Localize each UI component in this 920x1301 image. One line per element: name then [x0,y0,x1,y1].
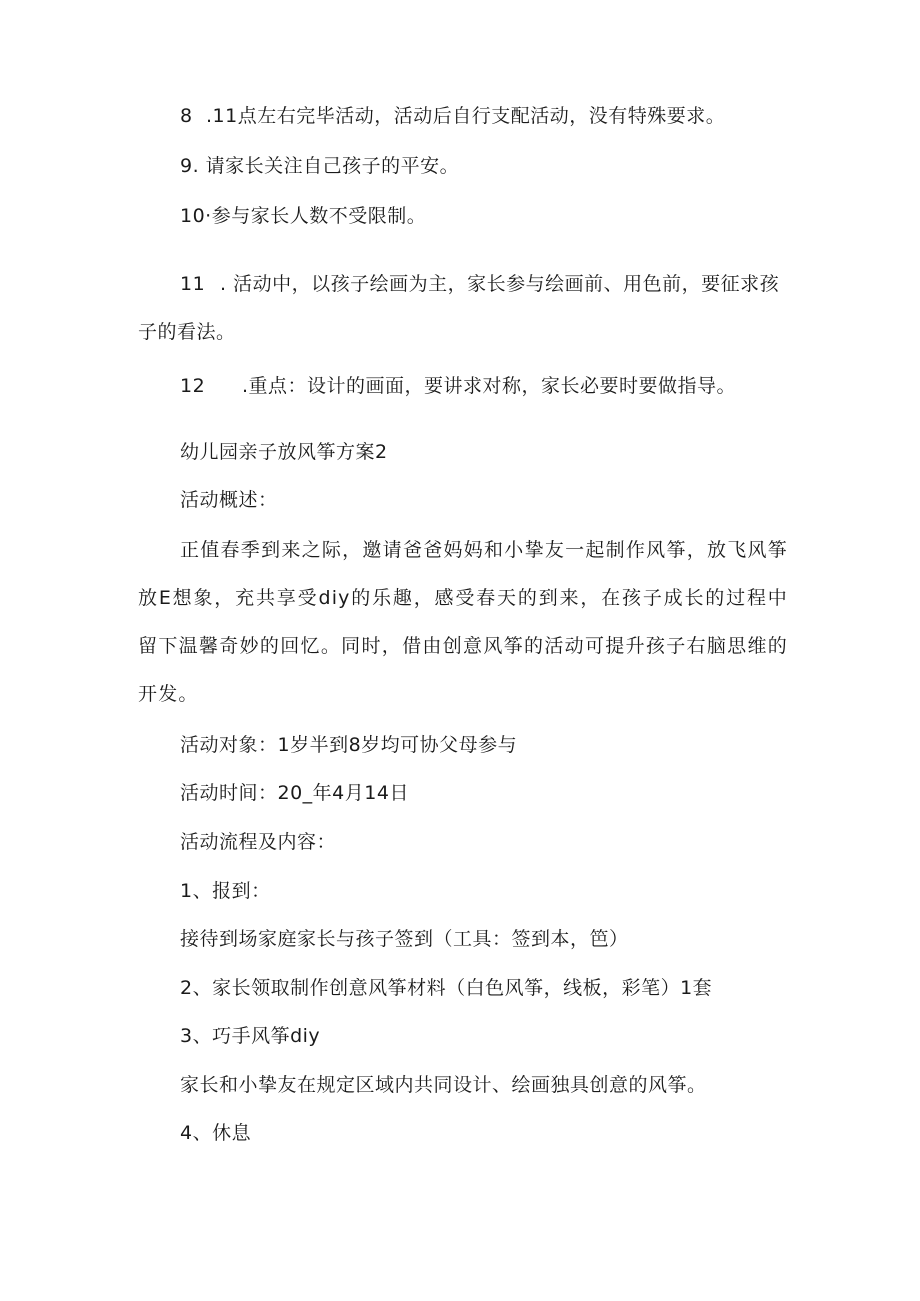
item-10: 10·参与家长人数不受限制。 [180,205,427,227]
step-3-detail: 家长和小挚友在规定区域内共同设计、绘画独具创意的风筝。 [180,1074,707,1096]
step-1-detail: 接待到场家庭家长与孩子签到（工具：签到本，笆） [180,928,629,950]
item-11 [180,272,779,296]
step-3-title: 3、巧手风筝diy [180,1025,321,1047]
step-1-title: 1、报到： [180,880,271,902]
step-4-title: 4、休息 [180,1122,252,1144]
item-9: 9. 请家长关注自己孩子的平安。 [180,155,460,177]
activity-time: 活动时间：20_年4月14日 [180,782,409,804]
item-11-text: . 活动中，以孩子绘画为主，家长参与绘画前、用色前，要征求孩 [220,273,780,295]
item-12-text: .重点：设计的画面，要讲求对称，家长必要时要做指导。 [242,375,737,397]
item-12-number: 12 [180,375,206,397]
section-title: 幼儿园亲子放风筝方案2 [180,441,388,463]
step-2: 2、家长领取制作创意风筝材料（白色风筝，线板，彩笔）1套 [180,977,713,999]
overview-paragraph: 正值春季到来之际，邀请爸爸妈妈和小挚友一起制作风筝，放飞风筝放E想象，充共享受diy的乐趣，感受春天的到来，在孩子成长的过程中留下温馨奇妙的回忆。同时，借由创意风筝的活动可提升孩子右脑思维的开发。 [138,539,788,705]
item-8-text: .11点左右完毕活动，活动后自行支配活动，没有特殊要求。 [206,105,726,127]
activity-target: 活动对象：1岁半到8岁均可协父母参与 [180,734,518,756]
item-11-continuation: 子的看法。 [138,321,236,343]
item-12 [180,374,736,398]
flow-label: 活动流程及内容： [180,831,337,853]
item-11-number: 11 [180,273,206,295]
item-8 [180,104,725,128]
item-8-number: 8 [180,105,193,127]
overview-label: 活动概述： [180,489,278,511]
